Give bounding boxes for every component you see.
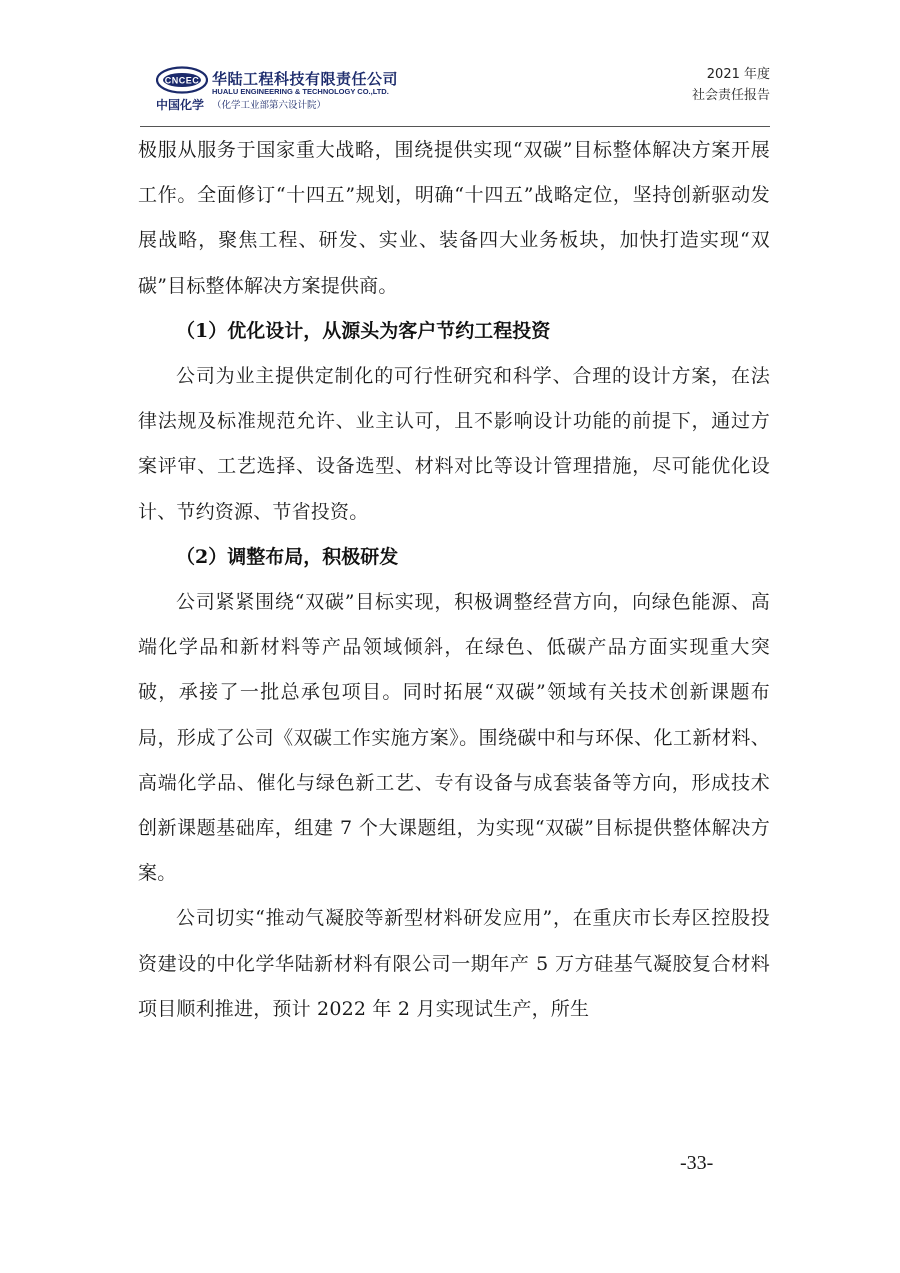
report-title: 社会责任报告	[691, 88, 770, 103]
report-year: 2021 年度	[706, 67, 770, 82]
company-logo	[156, 66, 399, 114]
intro-paragraph: 极服从服务于国家重大战略，围绕提供实现“双碳”目标整体解决方案开展工作。全面修订“十四五”规划，明确“十四五”战略定位，坚持创新驱动发展战略，聚焦工程、研发、实业、装备四大业务板块，加快打造实现“双碳”目标整体解决方案提供商。	[138, 139, 770, 297]
page-header	[140, 58, 770, 128]
company-name-cn: 华陆工程科技有限责任公司	[212, 70, 399, 88]
emblem-text: CNCEC	[164, 75, 200, 86]
company-subtitle: （化学工业部第六设计院）	[212, 100, 327, 111]
section2-paragraph-2: 公司切实“推动气凝胶等新型材料研发应用”，在重庆市长寿区控股投资建设的中化学华陆新材料有限公司一期年产 5 万方硅基气凝胶复合材料项目顺利推进，预计 2022 年 2 月实现试生产，所生	[138, 907, 770, 1020]
page-body	[138, 128, 770, 1032]
brand-name-cn: 中国化学	[156, 98, 205, 112]
section2-paragraph-1: 公司紧紧围绕“双碳”目标实现，积极调整经营方向，向绿色能源、高端化学品和新材料等产品领域倾斜，在绿色、低碳产品方面实现重大突破，承接了一批总承包项目。同时拓展“双碳”领域有关技术创新课题布局，形成了公司《双碳工作实施方案》。围绕碳中和与环保、化工新材料、高端化学品、催化与绿色新工艺、专有设备与成套装备等方向，形成技术创新课题基础库，组建 7 个大课题组，为实现“双碳”目标提供整体解决方案。	[138, 591, 770, 885]
section1-paragraph: 公司为业主提供定制化的可行性研究和科学、合理的设计方案，在法律法规及标准规范允许、业主认可，且不影响设计功能的前提下，通过方案评审、工艺选择、设备选型、材料对比等设计管理措施，尽可能优化设计、节约资源、节省投资。	[138, 365, 770, 523]
company-name-en: HUALU ENGINEERING & TECHNOLOGY CO.,LTD.	[212, 87, 389, 96]
header-divider	[140, 126, 770, 127]
section2-heading: （2）调整布局，积极研发	[176, 545, 399, 568]
page-number: -33-	[680, 1152, 714, 1174]
section1-heading: （1）优化设计，从源头为客户节约工程投资	[176, 319, 551, 342]
cncec-emblem-icon	[156, 66, 208, 94]
report-meta	[692, 64, 770, 106]
